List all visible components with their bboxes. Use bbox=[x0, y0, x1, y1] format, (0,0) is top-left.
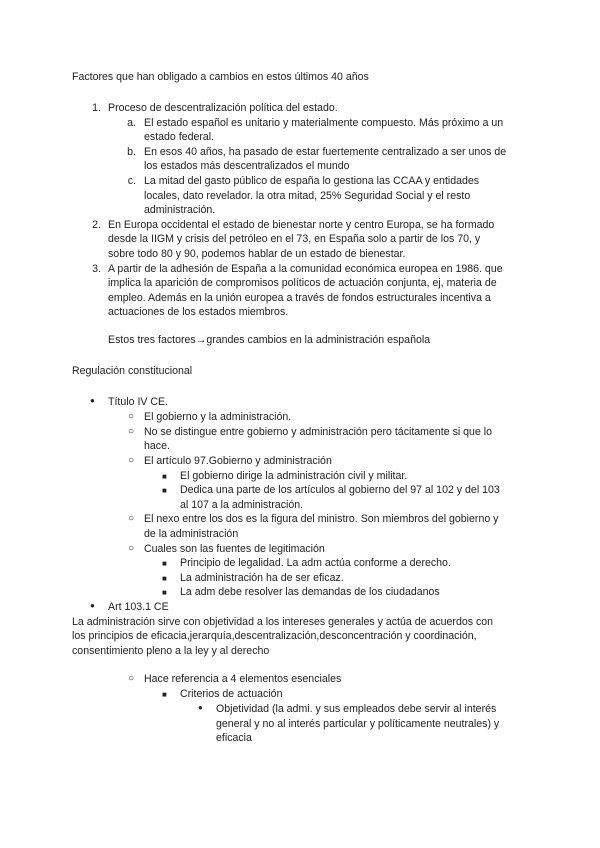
criterios-item: Criterios de actuación bbox=[180, 687, 283, 700]
titulo-iv-subitem-text: hace. bbox=[144, 440, 170, 453]
titulo-iv-subitem-text: El gobierno y la administración. bbox=[144, 411, 292, 424]
level3-item-text: La adm debe resolver las demandas de los ciudadanos bbox=[180, 586, 440, 599]
level3-item-text: Dedica una parte de los artículos al gobierno del 97 al 102 y del 103 bbox=[180, 484, 500, 497]
sublist-item-text: estado federal. bbox=[144, 131, 215, 144]
level3-item-text: La administración ha de ser eficaz. bbox=[180, 571, 344, 584]
bullet-hollow-circle: ○ bbox=[128, 673, 135, 684]
sublist-letter: b. bbox=[127, 145, 136, 158]
bullet-filled-circle: ● bbox=[90, 396, 95, 405]
bullet-hollow-circle: ○ bbox=[128, 542, 135, 554]
list-item-text: sobre todo 80 y 90, podemos hablar de un estado de bienestar. bbox=[108, 248, 406, 260]
list-item-text: A partir de la adhesión de España a la comunidad económica europea en 1986. que bbox=[108, 262, 503, 275]
list-number: 3. bbox=[92, 262, 101, 275]
list-item-text: Proceso de descentralización política del estado. bbox=[108, 102, 338, 114]
section-heading-factores: Factores que han obligado a cambios en estos últimos 40 años bbox=[72, 71, 369, 83]
titulo-iv-item: Título IV CE. bbox=[108, 396, 169, 408]
art-103-paragraph: consentimiento pleno a la ley y al derecho bbox=[72, 644, 270, 657]
list-item-text: actuaciones de los estados miembros. bbox=[108, 306, 289, 319]
list-item-text: empleo. Además en la unión europea a través de fondos estructurales incentiva a bbox=[108, 291, 491, 304]
sublist-item-text: En esos 40 años, ha pasado de estar fuertemente centralizado a ser unos de bbox=[144, 145, 507, 158]
bullet-square: ■ bbox=[162, 559, 167, 569]
sublist-item-text: El estado español es unitario y materialmente compuesto. Más próximo a un bbox=[144, 116, 504, 129]
sublist-item-text: los estados más descentralizados el mundo bbox=[144, 160, 350, 173]
art-103-paragraph: los principios de eficacia,jerarquía,descentralización,desconcentración y coordinación, bbox=[72, 630, 477, 643]
bullet-square: ■ bbox=[162, 486, 167, 496]
titulo-iv-subitem-text: de la administración bbox=[144, 528, 239, 540]
sublist-letter: c. bbox=[127, 175, 136, 187]
sublist-letter: a. bbox=[127, 116, 136, 129]
list-item-text: desde la IIGM y crisis del petróleo en el 73, en España solo a partir de los 70, y bbox=[108, 233, 481, 246]
titulo-iv-subitem-text: No se distingue entre gobierno y administración pero tácitamente si que lo bbox=[144, 425, 493, 438]
level3-item-text: El gobierno dirige la administración civil y militar. bbox=[180, 469, 408, 482]
bullet-hollow-circle: ○ bbox=[128, 455, 135, 466]
bullet-filled-circle: ● bbox=[90, 601, 95, 610]
sublist-item-text: La mitad del gasto público de españa lo gestiona las CCAA y entidades bbox=[144, 175, 480, 187]
summary-line: Estos tres factores→grandes cambios en la administración española bbox=[108, 334, 431, 346]
list-item-text: En Europa occidental el estado de bienestar norte y centro Europa, se ha formado bbox=[108, 218, 495, 231]
bullet-hollow-circle: ○ bbox=[128, 513, 135, 525]
list-number: 2. bbox=[92, 218, 101, 231]
objetividad-text: Objetividad (la admi. y sus empleados debe servir al interés bbox=[216, 703, 497, 716]
objetividad-text: general y no al interés particular y políticamente neutrales) y bbox=[216, 717, 500, 730]
art-103-item: Art 103.1 CE bbox=[108, 601, 169, 613]
titulo-iv-subitem-text: El nexo entre los dos es la figura del ministro. Son miembros del gobierno y bbox=[144, 513, 499, 526]
bullet-filled-circle: ● bbox=[198, 703, 203, 713]
bullet-square: ■ bbox=[162, 471, 167, 481]
bullet-square: ■ bbox=[162, 689, 167, 699]
list-number: 1. bbox=[92, 102, 101, 114]
sublist-item-text: locales, dato revelador. la otra mitad, 25% Seguridad Social y el resto bbox=[144, 189, 471, 202]
titulo-iv-subitem-text: Cuales son las fuentes de legitimación bbox=[144, 542, 325, 555]
bullet-square: ■ bbox=[162, 588, 167, 598]
list-item-text: implica la aparición de compromisos políticos de actuación conjunta, ej, materia de bbox=[108, 277, 497, 290]
bullet-square: ■ bbox=[162, 573, 167, 583]
bullet-hollow-circle: ○ bbox=[128, 411, 135, 423]
section-heading-regulacion: Regulación constitucional bbox=[72, 365, 193, 377]
objetividad-text: eficacia bbox=[216, 732, 252, 745]
level3-item-text: al 107 a la administración. bbox=[180, 498, 304, 511]
titulo-iv-subitem-text: El artículo 97.Gobierno y administración bbox=[144, 455, 332, 467]
referencia-item: Hace referencia a 4 elementos esenciales bbox=[144, 673, 342, 685]
bullet-hollow-circle: ○ bbox=[128, 425, 135, 437]
sublist-item-text: administración. bbox=[144, 204, 216, 217]
art-103-paragraph: La administración sirve con objetividad a los intereses generales y actúa de acuerdos con bbox=[72, 615, 494, 628]
level3-item-text: Principio de legalidad. La adm actúa conforme a derecho. bbox=[180, 557, 451, 570]
